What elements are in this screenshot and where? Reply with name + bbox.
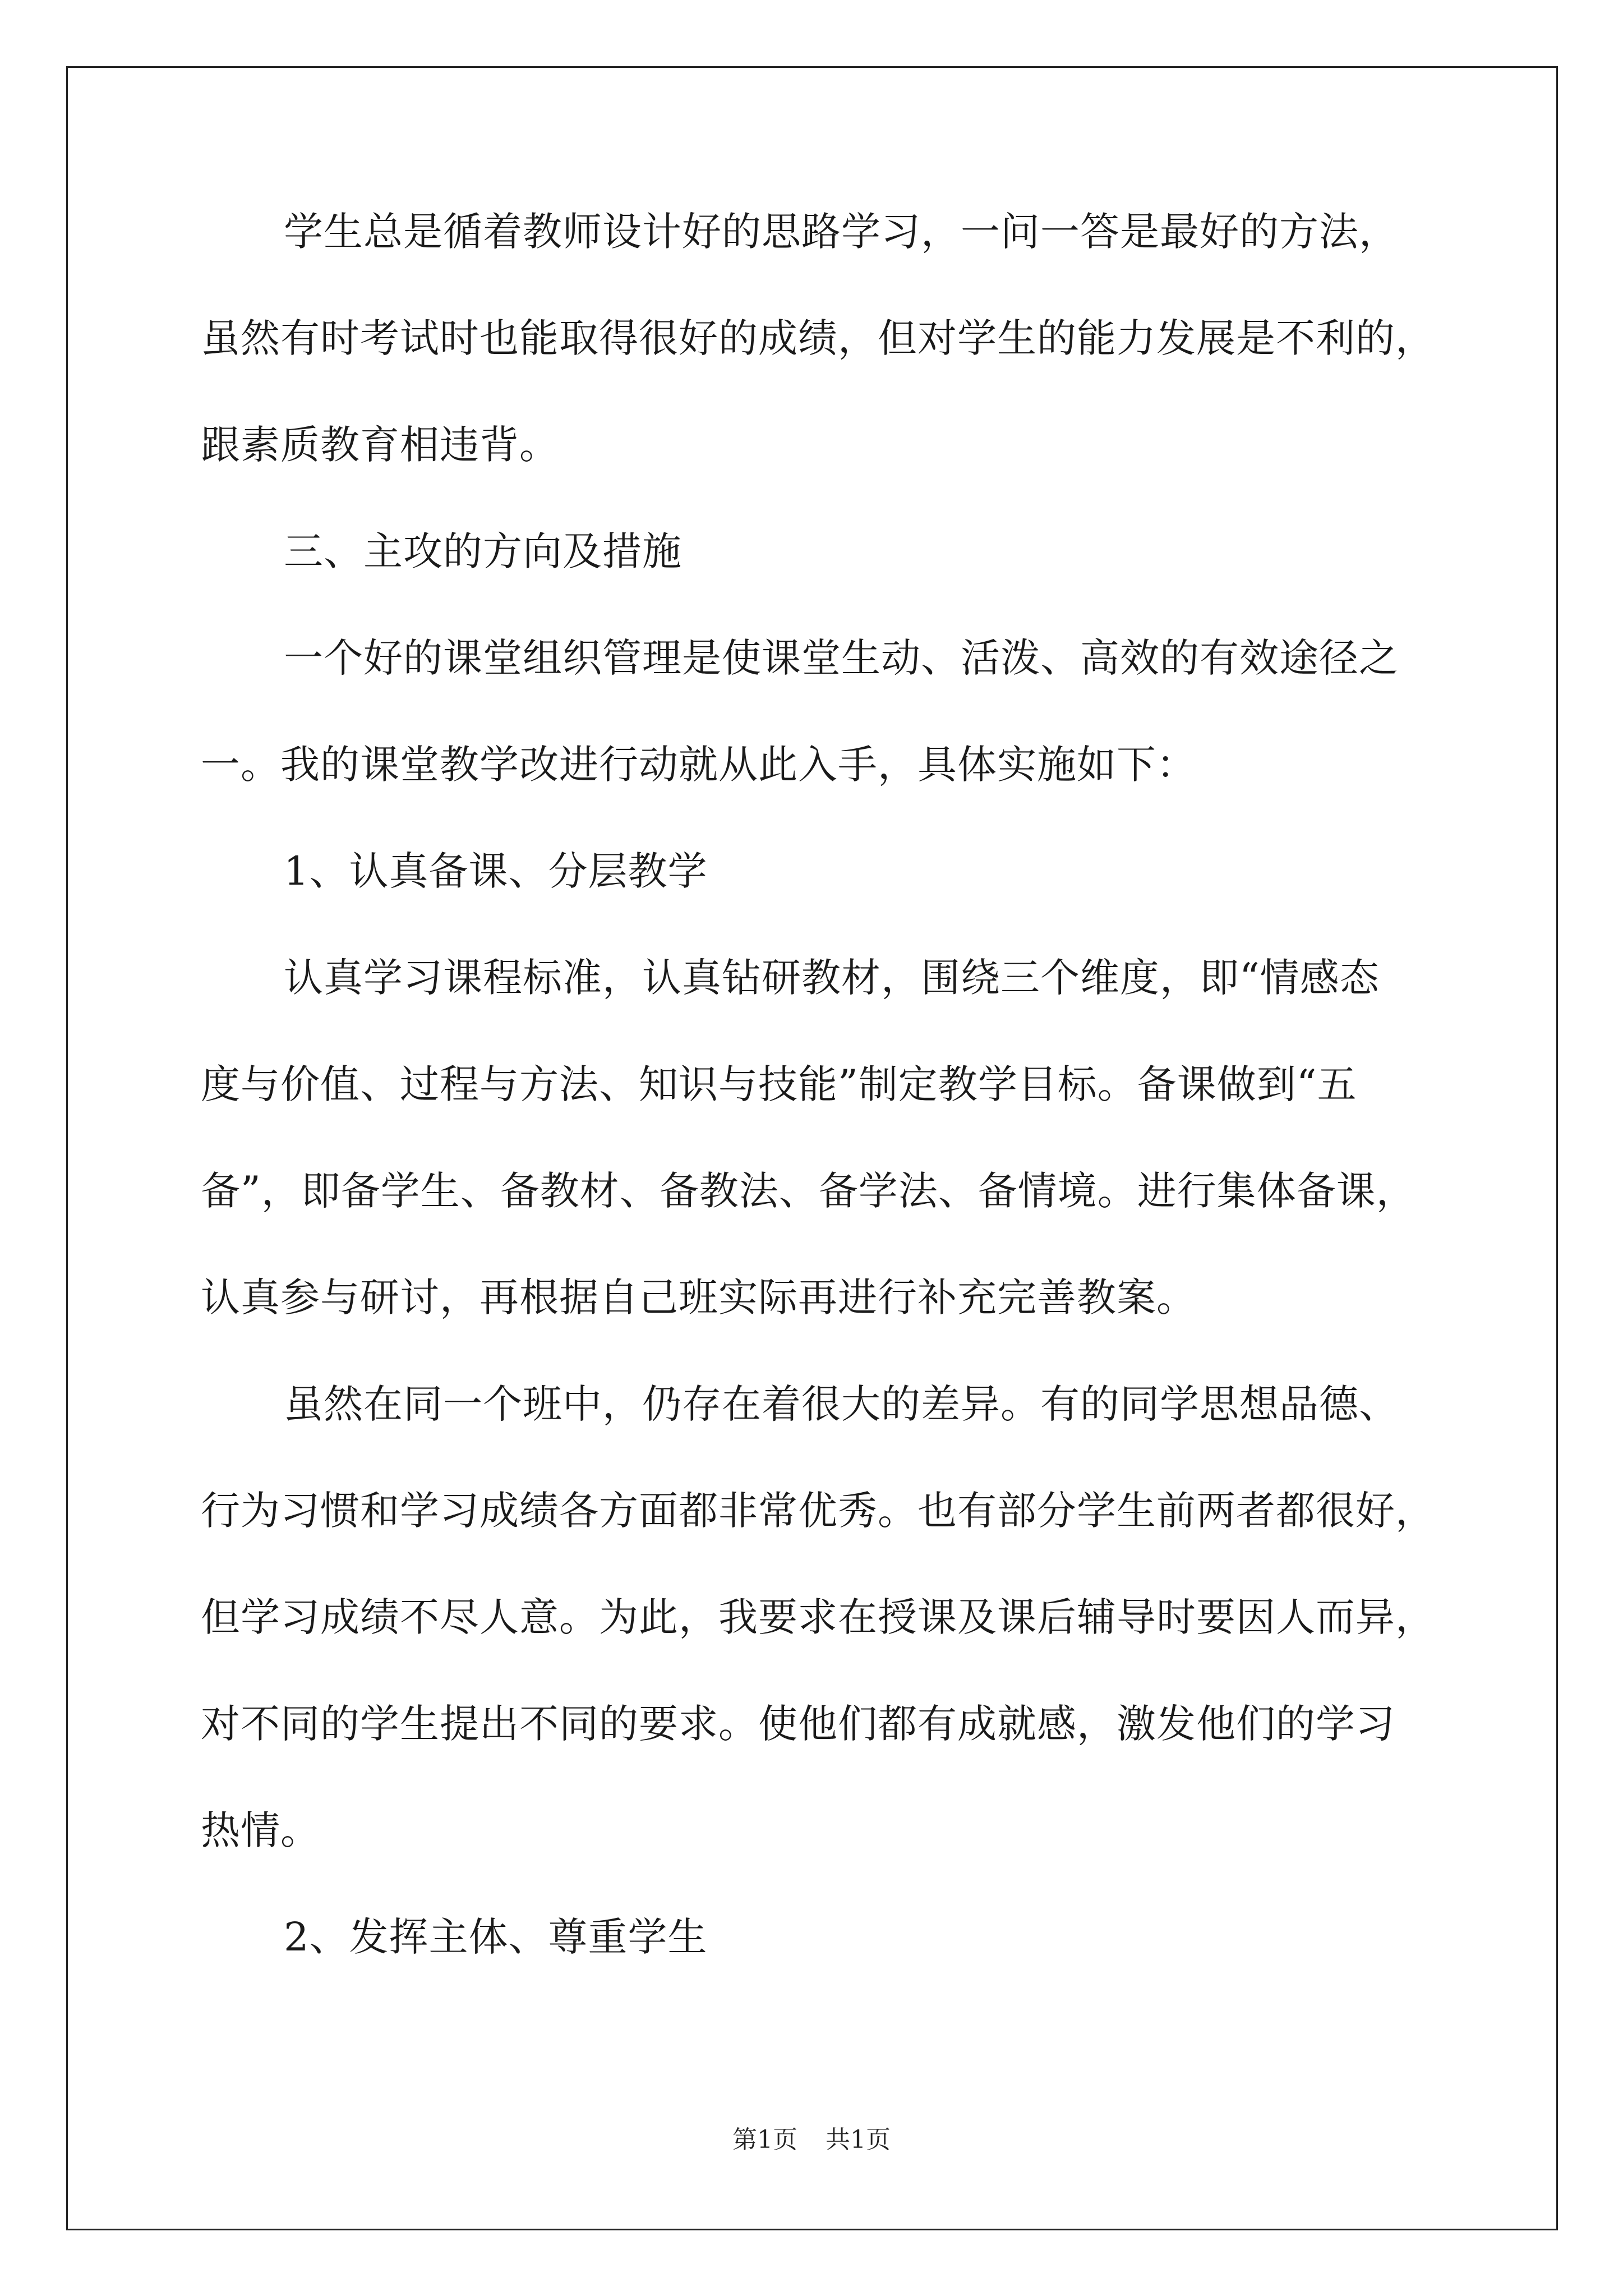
- subsection-heading: 1、认真备课、分层教学: [284, 848, 708, 894]
- text-line: 但学习成绩不尽人意。为此，我要求在授课及课后辅导时要因人而异，: [201, 1594, 1435, 1640]
- text-line: 对不同的学生提出不同的要求。使他们都有成就感，激发他们的学习: [201, 1701, 1395, 1747]
- page-number: 第1页: [732, 2125, 797, 2154]
- page-footer: [0, 2123, 1623, 2157]
- text-line: 认真参与研讨，再根据自己班实际再进行补充完善教案。: [201, 1274, 1196, 1320]
- text-line: 认真学习课程标准，认真钻研教材，围绕三个维度，即“情感态: [284, 955, 1380, 1001]
- text-line: 度与价值、过程与方法、知识与技能”制定教学目标。备课做到“五: [201, 1061, 1357, 1107]
- text-line: 备”，即备学生、备教材、备教法、备学法、备情境。进行集体备课，: [201, 1168, 1416, 1214]
- text-line: 学生总是循着教师设计好的思路学习，一问一答是最好的方法，: [284, 209, 1399, 255]
- section-heading: 三、主攻的方向及措施: [284, 528, 682, 574]
- text-line: 虽然在同一个班中，仍存在着很大的差异。有的同学思想品德、: [284, 1381, 1399, 1427]
- text-line: 跟素质教育相违背。: [201, 422, 559, 468]
- text-line: 虽然有时考试时也能取得很好的成绩，但对学生的能力发展是不利的，: [201, 315, 1435, 361]
- subsection-heading: 2、发挥主体、尊重学生: [284, 1914, 708, 1960]
- page-total: 共1页: [826, 2125, 891, 2154]
- text-line: 热情。: [201, 1807, 320, 1853]
- text-line: 一。我的课堂教学改进行动就从此入手，具体实施如下：: [201, 742, 1196, 788]
- text-line: 一个好的课堂组织管理是使课堂生动、活泼、高效的有效途径之: [284, 635, 1399, 681]
- text-line: 行为习惯和学习成绩各方面都非常优秀。也有部分学生前两者都很好，: [201, 1488, 1435, 1534]
